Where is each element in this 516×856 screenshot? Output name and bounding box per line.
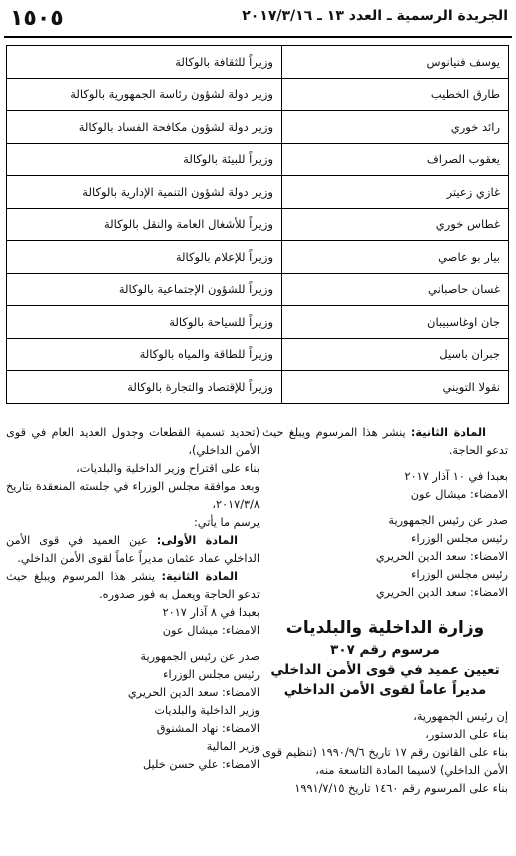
table-row [7,371,509,404]
right-column [262,424,508,798]
table-row [7,306,509,339]
president-signature: الامضاء: ميشال عون [410,488,508,501]
minister-role: وزيراً للشؤون الإجتماعية بالوكالة [7,273,282,306]
minister-name: غسان حاصباني [282,273,509,306]
minister-name: غطاس خوري [282,208,509,241]
table-row [7,78,509,111]
preamble-law17: بناء على القانون رقم ١٧ تاريخ ١٩٩٠/٩/٦ (تنظيم قوى الأمن الداخلي) لاسيما المادة التاسعة منه، [262,746,508,777]
ministers-table-body [7,46,509,404]
preamble-continued: (تحديد تسمية القطعات وجدول العديد العام في قوى الأمن الداخلي)، [6,426,260,457]
pm-title-second: رئيس مجلس الوزراء [411,568,508,581]
gazette-title: الجريدة الرسمية ـ العدد ١٣ ـ ٢٠١٧/٣/١٦ [242,8,508,24]
minister-name: نقولا التويني [282,371,509,404]
table-row [7,143,509,176]
table-row [7,273,509,306]
left-pm-title: رئيس مجلس الوزراء [163,668,260,681]
ministers-table [6,45,509,404]
minister-name: جبران باسيل [282,338,509,371]
interior-minister-signature: الامضاء: نهاد المشنوق [156,722,260,735]
decree-intro: يرسم ما يأتي: [194,516,260,529]
left-pm-signature: الامضاء: سعد الدين الحريري [127,686,260,699]
table-row [7,111,509,144]
minister-role: وزيراً للسياحة بالوكالة [7,306,282,339]
article-two-text: ينشر هذا المرسوم ويبلغ حيث تدعو الحاجة. [262,426,508,457]
minister-role: وزيراً للبيئة بالوكالة [7,143,282,176]
minister-name: جان اوغاسبيبان [282,306,509,339]
minister-role: وزير دولة لشؤون التنمية الإدارية بالوكالة [7,176,282,209]
article-one-label: المادة الأولى: [156,534,238,547]
ministry-heading: وزارة الداخلية والبلديات [285,618,485,638]
left-president-signature: الامضاء: ميشال عون [162,624,260,637]
pm-signature: الامضاء: سعد الدين الحريري [375,550,508,563]
article-two-label: المادة الثانية: [410,426,486,439]
minister-role: وزيراً للثقافة بالوكالة [7,46,282,79]
preamble-constitution: بناء على الدستور، [425,728,508,741]
finance-minister-title: وزير المالية [206,740,260,753]
left-issued-by: صدر عن رئيس الجمهورية [140,650,260,663]
finance-minister-signature: الامضاء: علي حسن خليل [142,758,260,771]
minister-role: وزير دولة لشؤون رئاسة الجمهورية بالوكالة [7,78,282,111]
minister-name: يوسف فنيانوس [282,46,509,79]
article-two-left-text: ينشر هذا المرسوم ويبلغ حيث تدعو الحاجة ويعمل به فور صدوره. [6,570,260,601]
left-column [6,424,260,774]
minister-name: بيار بو عاصي [282,241,509,274]
article-one-text: عين العميد في قوى الأمن الداخلي عماد عثمان مديراً عاماً لقوى الأمن الداخلي. [6,534,260,565]
table-row [7,208,509,241]
table-row [7,338,509,371]
decree-number: مرسوم رقم ٣٠٧ [330,642,440,658]
minister-role: وزيراً للطاقة والمياه بالوكالة [7,338,282,371]
header-rule [4,36,512,38]
page-header [0,0,516,40]
article-two-left [6,568,260,604]
article-one [6,532,260,568]
minister-role: وزيراً للإعلام بالوكالة [7,241,282,274]
preamble-decree1460: بناء على المرسوم رقم ١٤٦٠ تاريخ ١٩٩١/٧/١٥ [294,782,508,795]
table-row [7,176,509,209]
article-two-left-label: المادة الثانية: [161,570,238,583]
pm-signature-second: الامضاء: سعد الدين الحريري [375,586,508,599]
proposal-line: بناء على اقتراح وزير الداخلية والبلديات، [76,462,260,475]
left-decree-date: بعبدا في ٨ آذار ٢٠١٧ [162,606,260,619]
minister-role: وزير دولة لشؤون مكافحة الفساد بالوكالة [7,111,282,144]
minister-name: غازي زعيتر [282,176,509,209]
interior-minister-title: وزير الداخلية والبلديات [154,704,260,717]
page-number: ١٥٠٥ [10,6,64,31]
article-two [262,424,508,460]
minister-name: طارق الخطيب [282,78,509,111]
minister-name: يعقوب الصراف [282,143,509,176]
decree-subject-line2: مديراً عاماً لقوى الأمن الداخلي [283,682,487,698]
preamble-president: إن رئيس الجمهورية، [413,710,508,723]
table-row [7,46,509,79]
pm-title: رئيس مجلس الوزراء [411,532,508,545]
decree-date: بعبدا في ١٠ آذار ٢٠١٧ [404,470,508,483]
minister-role: وزيراً للإقتصاد والتجارة بالوكالة [7,371,282,404]
cabinet-approval: وبعد موافقة مجلس الوزراء في جلسته المنعقدة بتاريخ ٢٠١٧/٣/٨، [6,480,260,511]
issued-by: صدر عن رئيس الجمهورية [388,514,508,527]
table-row [7,241,509,274]
minister-name: رائد خوري [282,111,509,144]
minister-role: وزيراً للأشغال العامة والنقل بالوكالة [7,208,282,241]
decree-subject-line1: تعيين عميد في قوى الأمن الداخلي [270,662,500,678]
